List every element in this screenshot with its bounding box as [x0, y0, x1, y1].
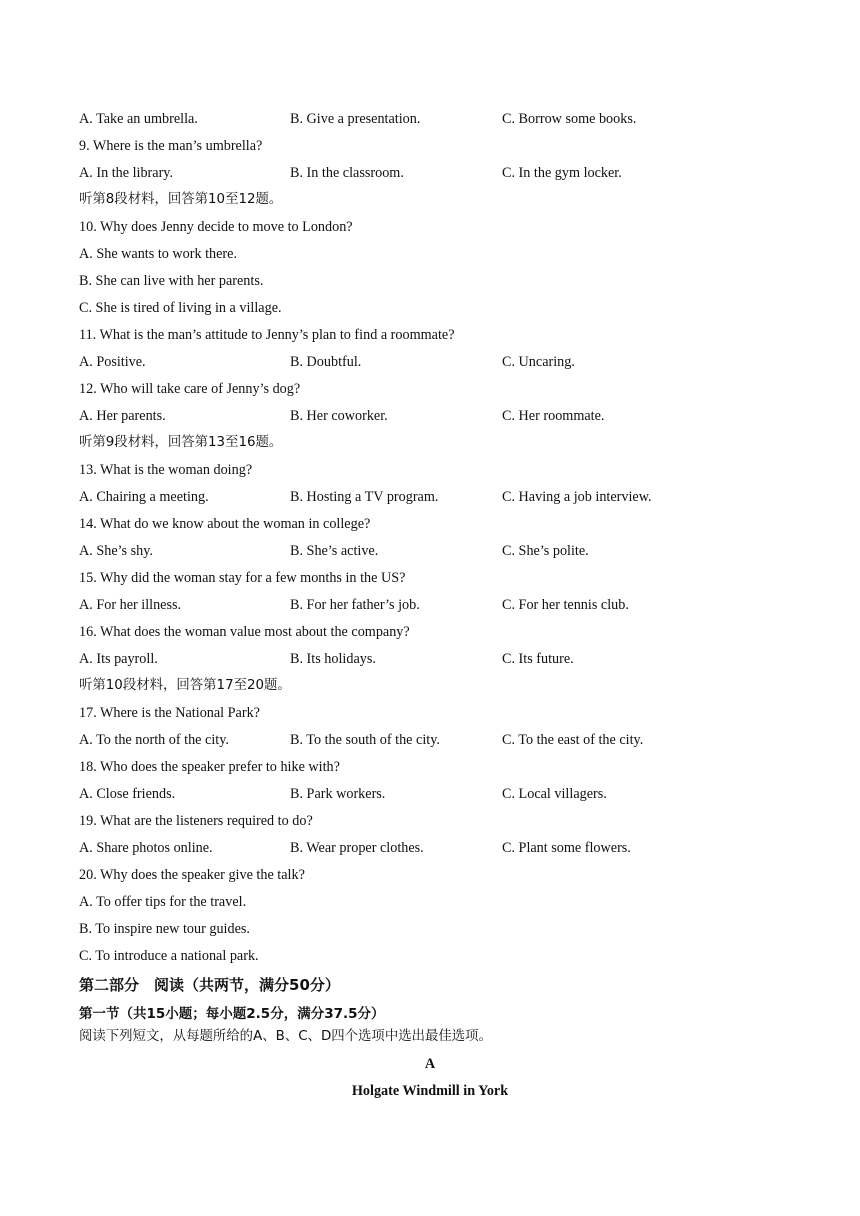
option-a: A. Its payroll.: [79, 651, 158, 667]
option-b: B. For her father’s job.: [290, 597, 420, 613]
option-a: A. For her illness.: [79, 597, 182, 613]
option-c: C. Uncaring.: [502, 354, 575, 370]
question-line: C. She is tired of living in a village.: [79, 300, 282, 316]
option-b: B. Its holidays.: [290, 651, 376, 667]
question-line: 11. What is the man’s attitude to Jenny’s plan to find a roommate?: [79, 327, 455, 343]
option-b: B. Wear proper clothes.: [290, 840, 424, 856]
question-line: 19. What are the listeners required to do?: [79, 813, 313, 829]
question-line: A. She wants to work there.: [79, 246, 238, 262]
option-b: B. She’s active.: [290, 543, 379, 559]
question-line: 20. Why does the speaker give the talk?: [79, 867, 305, 883]
reading-instruction: 阅读下列短文，从每题所给的A、B、C、D四个选项中选出最佳选项。: [79, 1029, 492, 1044]
question-line: 12. Who will take care of Jenny’s dog?: [79, 381, 301, 397]
section-instruction: 听第8段材料，回答第10至12题。: [79, 192, 283, 207]
option-b: B. Doubtful.: [290, 354, 362, 370]
option-a: A. Chairing a meeting.: [79, 489, 209, 505]
section-instruction: 听第9段材料，回答第13至16题。: [79, 435, 283, 450]
option-a: A. Her parents.: [79, 408, 166, 424]
question-line: A. To offer tips for the travel.: [79, 894, 247, 910]
question-line: 16. What does the woman value most about the company?: [79, 624, 410, 640]
option-c: C. Borrow some books.: [502, 111, 637, 127]
question-line: 13. What is the woman doing?: [79, 462, 253, 478]
question-line: B. She can live with her parents.: [79, 273, 264, 289]
option-a: A. Take an umbrella.: [79, 111, 198, 127]
question-line: 17. Where is the National Park?: [79, 705, 260, 721]
option-b: B. Give a presentation.: [290, 111, 421, 127]
option-c: C. She’s polite.: [502, 543, 589, 559]
option-c: C. Its future.: [502, 651, 574, 667]
option-c: C. In the gym locker.: [502, 165, 622, 181]
passage-title: Holgate Windmill in York: [351, 1083, 509, 1099]
part-heading: 第二部分 阅读（共两节，满分50分）: [79, 976, 340, 994]
option-a: A. Close friends.: [79, 786, 176, 802]
option-c: C. Local villagers.: [502, 786, 607, 802]
section-heading: 第一节（共15小题；每小题2.5分，满分37.5分）: [79, 1006, 385, 1022]
question-line: 9. Where is the man’s umbrella?: [79, 138, 263, 154]
question-line: B. To inspire new tour guides.: [79, 921, 250, 937]
option-b: B. To the south of the city.: [290, 732, 440, 748]
question-line: 15. Why did the woman stay for a few months in the US?: [79, 570, 406, 586]
option-a: A. In the library.: [79, 165, 174, 181]
option-b: B. Park workers.: [290, 786, 386, 802]
option-b: B. Hosting a TV program.: [290, 489, 439, 505]
option-c: C. To the east of the city.: [502, 732, 644, 748]
question-line: 14. What do we know about the woman in college?: [79, 516, 371, 532]
section-instruction: 听第10段材料，回答第17至20题。: [79, 678, 291, 693]
question-line: C. To introduce a national park.: [79, 948, 259, 964]
option-a: A. Positive.: [79, 354, 146, 370]
option-a: A. Share photos online.: [79, 840, 213, 856]
option-a: A. She’s shy.: [79, 543, 153, 559]
question-line: 10. Why does Jenny decide to move to London?: [79, 219, 353, 235]
passage-letter: A: [424, 1056, 436, 1072]
option-c: C. Her roommate.: [502, 408, 605, 424]
option-a: A. To the north of the city.: [79, 732, 229, 748]
question-line: 18. Who does the speaker prefer to hike with?: [79, 759, 340, 775]
option-b: B. In the classroom.: [290, 165, 404, 181]
option-c: C. Having a job interview.: [502, 489, 652, 505]
option-c: C. For her tennis club.: [502, 597, 629, 613]
option-c: C. Plant some flowers.: [502, 840, 631, 856]
option-b: B. Her coworker.: [290, 408, 388, 424]
